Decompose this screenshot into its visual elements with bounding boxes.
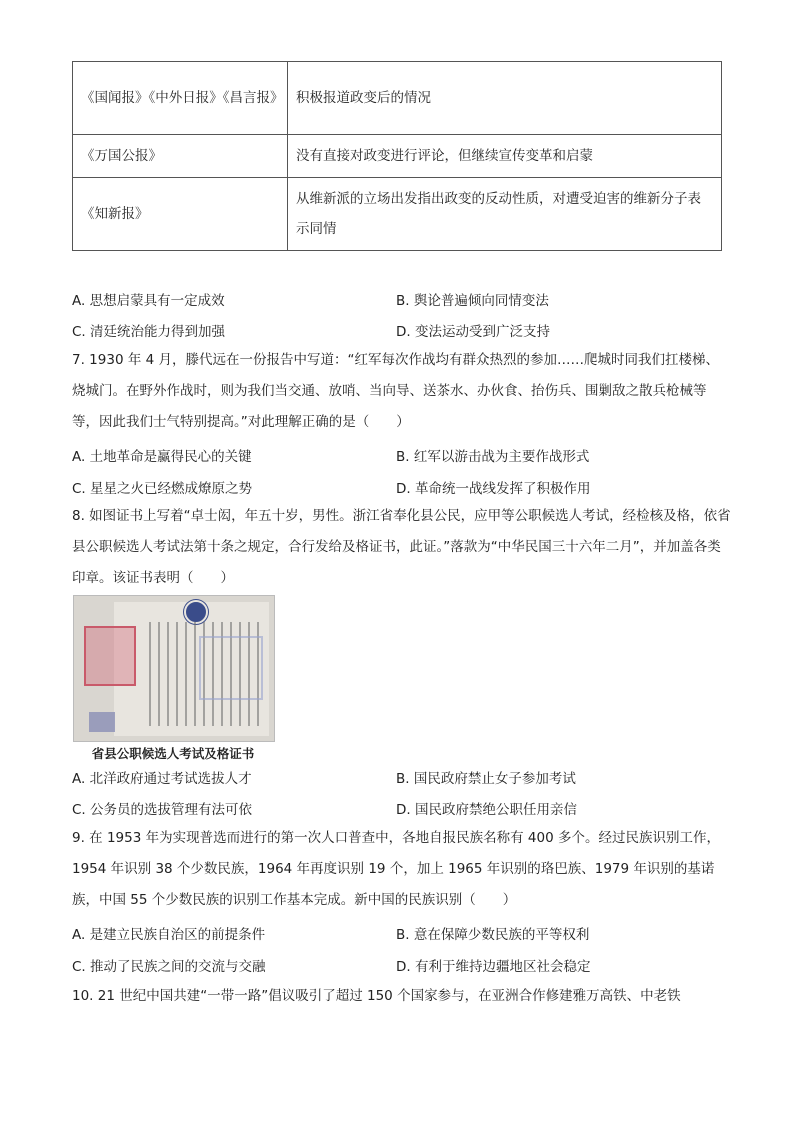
national-emblem-icon	[184, 600, 208, 624]
table-cell-content: 没有直接对政变进行评论，但继续宣传变革和启蒙	[288, 135, 722, 178]
certificate-caption: 省县公职候选人考试及格证书	[91, 746, 255, 761]
table-row	[73, 135, 722, 178]
q7-option-a[interactable]: A. 土地革命是赢得民心的关键	[72, 449, 252, 465]
q8-option-a[interactable]: A. 北洋政府通过考试选拔人才	[72, 771, 252, 787]
q7-option-c[interactable]: C. 星星之火已经燃成燎原之势	[72, 481, 253, 497]
q8-option-b[interactable]: B. 国民政府禁止女子参加考试	[396, 771, 576, 787]
q9-option-c[interactable]: C. 推动了民族之间的交流与交融	[72, 959, 266, 975]
q7-option-b[interactable]: B. 红军以游击战为主要作战形式	[396, 449, 590, 465]
source-table	[72, 61, 722, 251]
table-cell-source: 《万国公报》	[73, 135, 288, 178]
q6-option-a[interactable]: A. 思想启蒙具有一定成效	[72, 293, 225, 309]
q10-stem: 10. 21 世纪中国共建“一带一路”倡议吸引了超过 150 个国家参与，在亚洲合作修建雅万高铁、中老铁	[72, 988, 681, 1004]
certificate-image	[73, 595, 275, 742]
table-cell-content: 从维新派的立场出发指出政变的反动性质，对遭受迫害的维新分子表示同情	[288, 178, 722, 251]
q6-option-d[interactable]: D. 变法运动受到广泛支持	[396, 324, 550, 340]
table-row	[73, 62, 722, 135]
q6-option-b[interactable]: B. 舆论普遍倾向同情变法	[396, 293, 549, 309]
q6-option-c[interactable]: C. 清廷统治能力得到加强	[72, 324, 226, 340]
q7-stem: 7. 1930 年 4 月，滕代远在一份报告中写道：“红军每次作战均有群众热烈的参加……爬城时同我们扛楼梯、烧城门。在野外作战时，则为我们当交通、放哨、当向导、送茶水、办伙食、抬伤兵、围剿敌之散兵枪械等等，因此我们士气特别提高。”对此理解正确的是（ ）	[72, 352, 719, 430]
q9-option-d[interactable]: D. 有利于维持边疆地区社会稳定	[396, 959, 591, 975]
small-seal-stamp	[89, 712, 115, 732]
q9-stem: 9. 在 1953 年为实现普选而进行的第一次人口普查中，各地自报民族名称有 400 多个。经过民族识别工作，1954 年识别 38 个少数民族，1964 年再度识别 19 个，加上 1965 年识别的珞巴族、1979 年识别的基诺族，中国 55 个少数民族的识别工作基本完成。新中国的民族识别（ ）	[72, 830, 720, 908]
q9-option-a[interactable]: A. 是建立民族自治区的前提条件	[72, 927, 266, 943]
table-cell-source: 《知新报》	[73, 178, 288, 251]
table-row	[73, 178, 722, 251]
table-cell-source: 《国闻报》《中外日报》《昌言报》	[73, 62, 288, 135]
q8-stem: 8. 如图证书上写着“卓士闳，年五十岁，男性。浙江省奉化县公民，应甲等公职候选人考试，经检核及格，依省县公职候选人考试法第十条之规定，合行发给及格证书，此证。”落款为“中华民国三十六年二月”，并加盖各类印章。该证书表明（ ）	[72, 508, 731, 586]
table-cell-content: 积极报道政变后的情况	[288, 62, 722, 135]
q8-option-c[interactable]: C. 公务员的选拔管理有法可依	[72, 802, 253, 818]
q7-option-d[interactable]: D. 革命统一战线发挥了积极作用	[396, 481, 591, 497]
q8-option-d[interactable]: D. 国民政府禁绝公职任用亲信	[396, 802, 577, 818]
red-seal-stamp	[84, 626, 136, 686]
blue-seal-stamp	[199, 636, 263, 700]
q9-option-b[interactable]: B. 意在保障少数民族的平等权利	[396, 927, 590, 943]
